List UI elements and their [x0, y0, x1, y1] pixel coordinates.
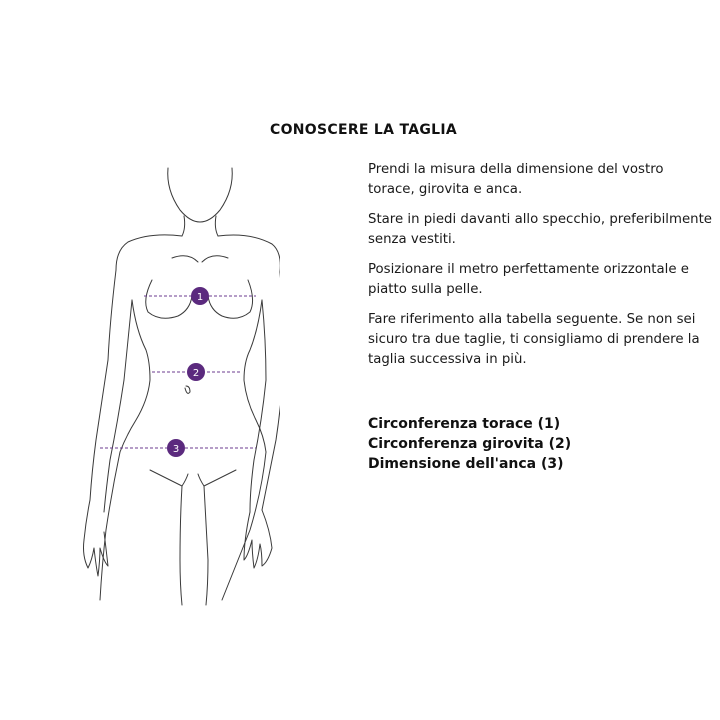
- instructions-block: [368, 160, 713, 380]
- measurement-legend: [368, 414, 698, 474]
- instruction-paragraph: Prendi la misura della dimensione del vostro torace, girovita e anca.: [368, 162, 664, 197]
- page-title: CONOSCERE LA TAGLIA: [270, 122, 458, 138]
- legend-item-waist: Circonferenza girovita (2): [368, 436, 572, 452]
- waist-marker: [187, 363, 205, 381]
- hip-marker-number: 3: [172, 444, 180, 455]
- waist-marker-number: 2: [192, 368, 200, 379]
- instruction-paragraph: Posizionare il metro perfettamente orizzontale e piatto sulla pelle.: [368, 262, 689, 297]
- legend-item-hip: Dimensione dell'anca (3): [368, 456, 564, 472]
- hip-marker: [167, 439, 185, 457]
- chest-marker-number: 1: [196, 292, 204, 303]
- body-outline: [84, 168, 281, 605]
- body-figure-diagram: [80, 160, 280, 610]
- instruction-paragraph: Stare in piedi davanti allo specchio, preferibilmente senza vestiti.: [368, 212, 712, 247]
- instruction-paragraph: Fare riferimento alla tabella seguente. Se non sei sicuro tra due taglie, ti consigliamo di prendere la taglia successiva in più.: [368, 312, 700, 367]
- chest-marker: [191, 287, 209, 305]
- legend-item-chest: Circonferenza torace (1): [368, 416, 561, 432]
